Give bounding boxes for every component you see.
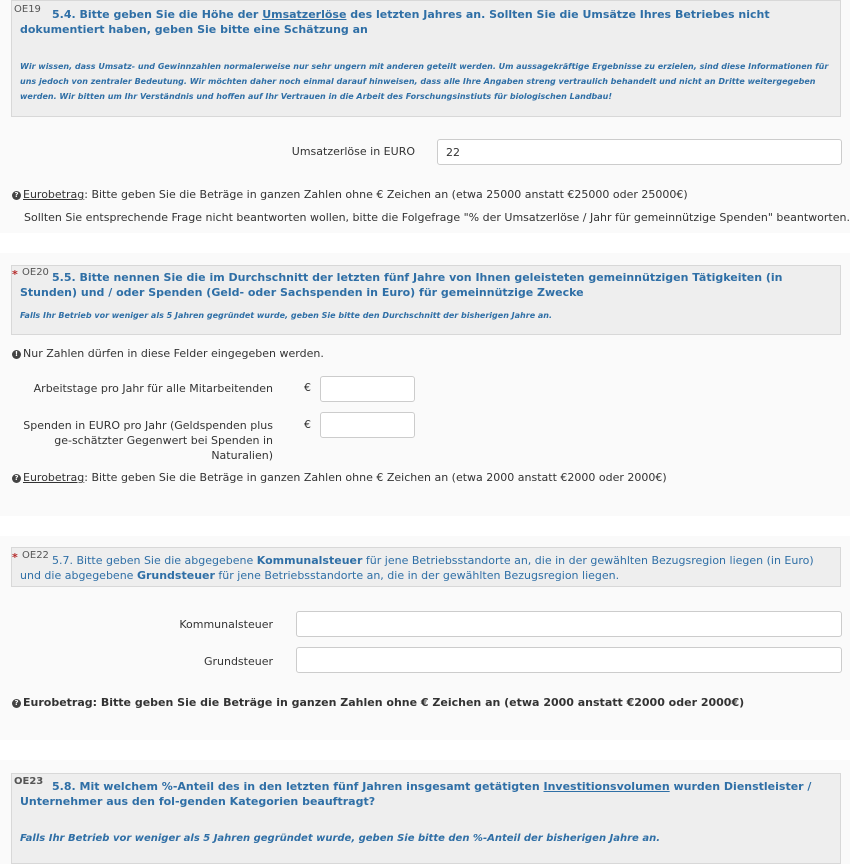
umsatzerloese-link[interactable]: Umsatzerlöse [262, 8, 347, 21]
spenden-label: Spenden in EURO pro Jahr (Geldspenden plus ge-schätzter Gegenwert bei Spenden in Naturalien) [23, 419, 273, 462]
question-help: Falls Ihr Betrieb vor weniger als 5 Jahren gegründet wurde, geben Sie bitte den %-Anteil der bisherigen Jahre an. [20, 833, 660, 844]
question-code: OE20 [22, 267, 49, 278]
question-code: OE19 [14, 4, 41, 15]
question-title: 5.7. Bitte geben Sie die abgegebene Kommunalsteuer für jene Betriebsstandorte an, die in der gewählten Bezugsregion liegen (in Euro) und die abgegebene Grundsteuer für jene Betriebsstandorte an, die in der gewählten Bezugsregion liegen. [20, 554, 814, 582]
eurobetrag-link[interactable]: Eurobetrag [23, 471, 85, 484]
grundsteuer-label: Grundsteuer [203, 655, 273, 668]
mandatory-star: * [12, 551, 18, 564]
spenden-input[interactable] [320, 412, 415, 438]
currency-symbol: € [304, 381, 311, 394]
skip-note: Sollten Sie entsprechende Frage nicht beantworten wollen, bitte die Folgefrage "% der Umsatzerlöse / Jahr für gemeinnützige Spenden" beantworten. [24, 211, 850, 224]
question-title: 5.4. Bitte geben Sie die Höhe der Umsatzerlöse des letzten Jahres an. Sollten Sie die Umsätze Ihres Betriebes nicht dokumentiert haben, geben Sie bitte eine Schätzung an [20, 8, 770, 36]
umsatzerloese-label: Umsatzerlöse in EURO [291, 145, 415, 158]
eurobetrag-tip: ? Eurobetrag: Bitte geben Sie die Beträge in ganzen Zahlen ohne € Zeichen an (etwa 2000 anstatt €2000 oder 2000€) [12, 470, 667, 485]
question-title: 5.8. Mit welchem %-Anteil des in den letzten fünf Jahren insgesamt getätigten Investitionsvolumen wurden Dienstleister / Unternehmer aus den fol-genden Kategorien beauftragt? [20, 780, 812, 808]
investitionsvolumen-link[interactable]: Investitionsvolumen [543, 780, 670, 793]
info-icon: ! [12, 350, 21, 359]
question-code: OE23 [14, 776, 44, 787]
arbeitstage-input[interactable] [320, 376, 415, 402]
grundsteuer-input[interactable] [296, 647, 842, 673]
help-icon: ? [12, 474, 21, 483]
kommunalsteuer-label: Kommunalsteuer [179, 618, 273, 631]
umsatzerloese-input[interactable] [437, 139, 842, 165]
eurobetrag-tip: ? Eurobetrag: Bitte geben Sie die Beträge in ganzen Zahlen ohne € Zeichen an (etwa 2000 anstatt €2000 oder 2000€) [12, 695, 744, 710]
numbers-only-info: ! Nur Zahlen dürfen in diese Felder eingegeben werden. [12, 346, 324, 361]
question-help: Falls Ihr Betrieb vor weniger als 5 Jahren gegründet wurde, geben Sie bitte den Durchschnitt der bisherigen Jahre an. [20, 311, 553, 320]
help-icon: ? [12, 699, 21, 708]
eurobetrag-link[interactable]: Eurobetrag [23, 188, 85, 201]
currency-symbol: € [304, 418, 311, 431]
mandatory-star: * [12, 268, 18, 281]
question-help: Wir wissen, dass Umsatz- und Gewinnzahlen normalerweise nur sehr ungern mit anderen geteilt werden. Um aussagekräftige Ergebnisse zu erzielen, sind diese Informationen für uns jedoch von zentraler Bedeutung. Wir möchten daher noch einmal darauf hinweisen, dass alle Ihre Angaben streng vertraulich behandelt und nicht an Dritte weitergegeben werden. Wir bitten um Ihr Verständnis und hoffen auf Ihr Vertrauen in die Arbeit des Forschungsinstiuts für biologischen Landbau! [20, 62, 829, 101]
kommunalsteuer-input[interactable] [296, 611, 842, 637]
eurobetrag-tip: ? Eurobetrag: Bitte geben Sie die Beträge in ganzen Zahlen ohne € Zeichen an (etwa 25000 anstatt €25000 oder 25000€) [12, 187, 688, 202]
question-code: OE22 [22, 550, 49, 561]
arbeitstage-label: Arbeitstage pro Jahr für alle Mitarbeitenden [33, 382, 273, 395]
help-icon: ? [12, 191, 21, 200]
question-title: 5.5. Bitte nennen Sie die im Durchschnitt der letzten fünf Jahre von Ihnen geleisteten gemeinnützigen Tätigkeiten (in Stunden) und / oder Spenden (Geld- oder Sachspenden in Euro) für gemeinnützige Zwecke [20, 271, 783, 299]
